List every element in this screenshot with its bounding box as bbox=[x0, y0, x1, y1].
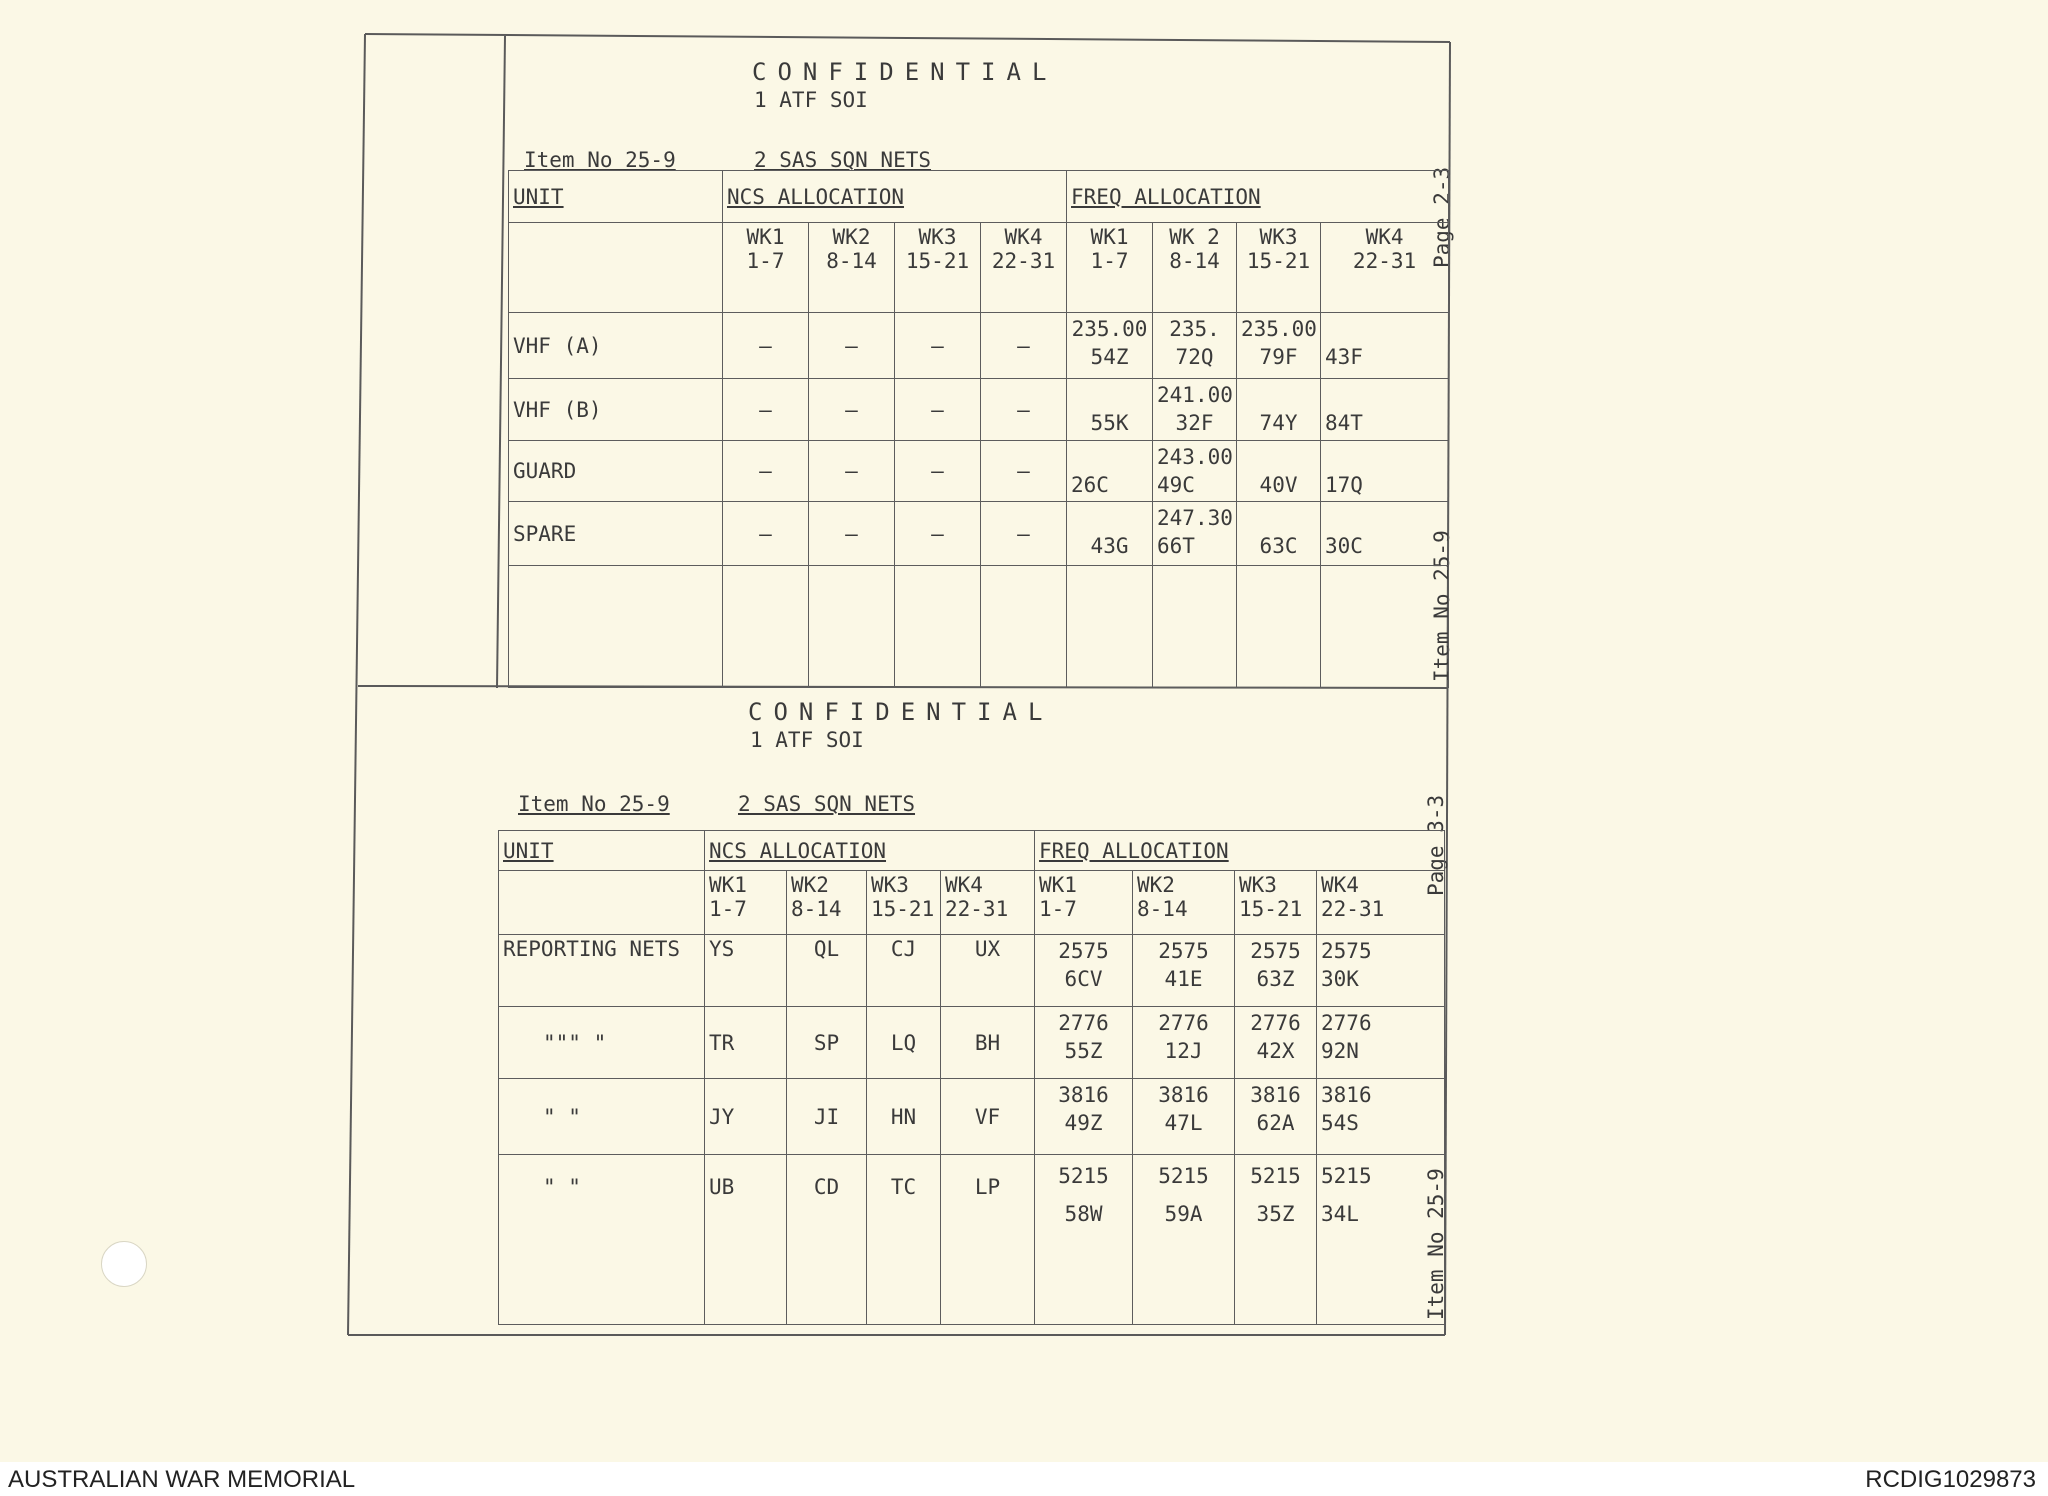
freq-cell: 235. 72Q bbox=[1153, 313, 1237, 379]
nets-title: 2 SAS SQN NETS bbox=[738, 792, 916, 816]
side-item-number: Item No 25-9 bbox=[1424, 1168, 1448, 1320]
freq-week-header: WK4 22-31 bbox=[1317, 871, 1445, 935]
ncs-cell: CD bbox=[787, 1155, 867, 1325]
ncs-cell: CJ bbox=[867, 935, 941, 1007]
freq-cell: 84T bbox=[1321, 379, 1449, 441]
ncs-cell: HN bbox=[867, 1079, 941, 1155]
blank-row bbox=[509, 566, 1449, 688]
allocation-table-1 bbox=[508, 170, 1449, 688]
freq-cell: 241.00 32F bbox=[1153, 379, 1237, 441]
unit-header: UNIT bbox=[509, 171, 723, 223]
blank-cell bbox=[499, 871, 705, 935]
freq-week-header: WK3 15-21 bbox=[1237, 223, 1321, 313]
ncs-cell: – bbox=[895, 441, 981, 502]
freq-cell: 43F bbox=[1321, 313, 1449, 379]
freq-header: FREQ ALLOCATION bbox=[1067, 171, 1449, 223]
freq-cell: 2776 92N bbox=[1317, 1007, 1445, 1079]
ncs-cell: LP bbox=[941, 1155, 1035, 1325]
table-row bbox=[509, 379, 1449, 441]
freq-cell: 2776 12J bbox=[1133, 1007, 1235, 1079]
ncs-cell: – bbox=[981, 379, 1067, 441]
freq-cell: 43G bbox=[1067, 502, 1153, 566]
table-row bbox=[509, 313, 1449, 379]
freq-week-header: WK2 8-14 bbox=[1133, 871, 1235, 935]
freq-week-header: WK1 1-7 bbox=[1067, 223, 1153, 313]
freq-cell: 2776 55Z bbox=[1035, 1007, 1133, 1079]
week-header: WK4 22-31 bbox=[941, 871, 1035, 935]
week-header: WK1 1-7 bbox=[723, 223, 809, 313]
ncs-cell: TR bbox=[705, 1007, 787, 1079]
ncs-cell: – bbox=[809, 379, 895, 441]
freq-header: FREQ ALLOCATION bbox=[1035, 831, 1445, 871]
ncs-cell: – bbox=[809, 441, 895, 502]
freq-week-header: WK3 15-21 bbox=[1235, 871, 1317, 935]
ncs-cell: – bbox=[895, 313, 981, 379]
item-number: Item No 25-9 bbox=[518, 792, 670, 816]
table-row bbox=[499, 1155, 1445, 1325]
ncs-header: NCS ALLOCATION bbox=[723, 171, 1067, 223]
ncs-cell: UB bbox=[705, 1155, 787, 1325]
freq-week-header: WK4 22-31 bbox=[1321, 223, 1449, 313]
freq-cell: 2575 30K bbox=[1317, 935, 1445, 1007]
freq-cell: 40V bbox=[1237, 441, 1321, 502]
ncs-cell: VF bbox=[941, 1079, 1035, 1155]
freq-cell: 247.30 66T bbox=[1153, 502, 1237, 566]
freq-cell: 2575 63Z bbox=[1235, 935, 1317, 1007]
freq-cell: 2575 41E bbox=[1133, 935, 1235, 1007]
confidential-heading: CONFIDENTIAL bbox=[752, 58, 1058, 86]
unit-cell: SPARE bbox=[509, 502, 723, 566]
ncs-cell: – bbox=[723, 313, 809, 379]
unit-cell: VHF (B) bbox=[509, 379, 723, 441]
table-row bbox=[499, 935, 1445, 1007]
table-row bbox=[499, 1079, 1445, 1155]
ncs-cell: – bbox=[981, 441, 1067, 502]
ncs-cell: TC bbox=[867, 1155, 941, 1325]
side-item-number: Item No 25-9 bbox=[1430, 530, 1454, 682]
week-header: WK4 22-31 bbox=[981, 223, 1067, 313]
ncs-cell: – bbox=[723, 441, 809, 502]
freq-cell: 5215 34L bbox=[1317, 1155, 1445, 1325]
freq-week-header: WK1 1-7 bbox=[1035, 871, 1133, 935]
unit-cell: GUARD bbox=[509, 441, 723, 502]
unit-cell: REPORTING NETS bbox=[499, 935, 705, 1007]
freq-cell: 235.00 54Z bbox=[1067, 313, 1153, 379]
freq-cell: 17Q bbox=[1321, 441, 1449, 502]
freq-cell: 2575 6CV bbox=[1035, 935, 1133, 1007]
freq-cell: 74Y bbox=[1237, 379, 1321, 441]
archive-footer bbox=[0, 1462, 2048, 1496]
blank-cell bbox=[509, 223, 723, 313]
archive-name: AUSTRALIAN WAR MEMORIAL bbox=[8, 1466, 356, 1493]
ncs-cell: – bbox=[895, 379, 981, 441]
freq-cell: 63C bbox=[1237, 502, 1321, 566]
table-row bbox=[499, 1007, 1445, 1079]
freq-cell: 3816 47L bbox=[1133, 1079, 1235, 1155]
ncs-cell: – bbox=[723, 379, 809, 441]
ncs-cell: – bbox=[809, 502, 895, 566]
ncs-cell: – bbox=[895, 502, 981, 566]
item-number: Item No 25-9 bbox=[524, 148, 676, 172]
ncs-cell: JI bbox=[787, 1079, 867, 1155]
freq-cell: 5215 59A bbox=[1133, 1155, 1235, 1325]
ncs-cell: – bbox=[723, 502, 809, 566]
soi-label: 1 ATF SOI bbox=[754, 88, 868, 112]
freq-cell: 55K bbox=[1067, 379, 1153, 441]
week-header: WK2 8-14 bbox=[809, 223, 895, 313]
freq-cell: 30C bbox=[1321, 502, 1449, 566]
freq-cell: 2776 42X bbox=[1235, 1007, 1317, 1079]
allocation-table-2 bbox=[498, 830, 1445, 1325]
ncs-cell: UX bbox=[941, 935, 1035, 1007]
week-header: WK3 15-21 bbox=[895, 223, 981, 313]
freq-cell: 235.00 79F bbox=[1237, 313, 1321, 379]
freq-cell: 243.00 49C bbox=[1153, 441, 1237, 502]
soi-label: 1 ATF SOI bbox=[750, 728, 864, 752]
freq-week-header: WK 2 8-14 bbox=[1153, 223, 1237, 313]
ncs-cell: BH bbox=[941, 1007, 1035, 1079]
ncs-cell: QL bbox=[787, 935, 867, 1007]
freq-cell: 5215 35Z bbox=[1235, 1155, 1317, 1325]
ncs-cell: SP bbox=[787, 1007, 867, 1079]
unit-cell: VHF (A) bbox=[509, 313, 723, 379]
page-number: Page 3-3 bbox=[1424, 794, 1448, 896]
ncs-header: NCS ALLOCATION bbox=[705, 831, 1035, 871]
freq-cell: 5215 58W bbox=[1035, 1155, 1133, 1325]
ncs-cell: LQ bbox=[867, 1007, 941, 1079]
archive-reference: RCDIG1029873 bbox=[1865, 1466, 2036, 1493]
unit-header: UNIT bbox=[499, 831, 705, 871]
week-header: WK1 1-7 bbox=[705, 871, 787, 935]
week-header: WK3 15-21 bbox=[867, 871, 941, 935]
ncs-cell: – bbox=[809, 313, 895, 379]
page-number: Page 2-3 bbox=[1430, 166, 1454, 268]
table-row bbox=[509, 441, 1449, 502]
week-header: WK2 8-14 bbox=[787, 871, 867, 935]
unit-cell: """ " bbox=[499, 1007, 705, 1079]
ncs-cell: – bbox=[981, 502, 1067, 566]
ncs-cell: JY bbox=[705, 1079, 787, 1155]
freq-cell: 3816 54S bbox=[1317, 1079, 1445, 1155]
confidential-heading: CONFIDENTIAL bbox=[748, 698, 1054, 726]
ncs-cell: YS bbox=[705, 935, 787, 1007]
freq-cell: 3816 49Z bbox=[1035, 1079, 1133, 1155]
nets-title: 2 SAS SQN NETS bbox=[754, 148, 932, 172]
ncs-cell: – bbox=[981, 313, 1067, 379]
table-row bbox=[509, 502, 1449, 566]
freq-cell: 26C bbox=[1067, 441, 1153, 502]
unit-cell: " " bbox=[499, 1155, 705, 1325]
unit-cell: " " bbox=[499, 1079, 705, 1155]
freq-cell: 3816 62A bbox=[1235, 1079, 1317, 1155]
